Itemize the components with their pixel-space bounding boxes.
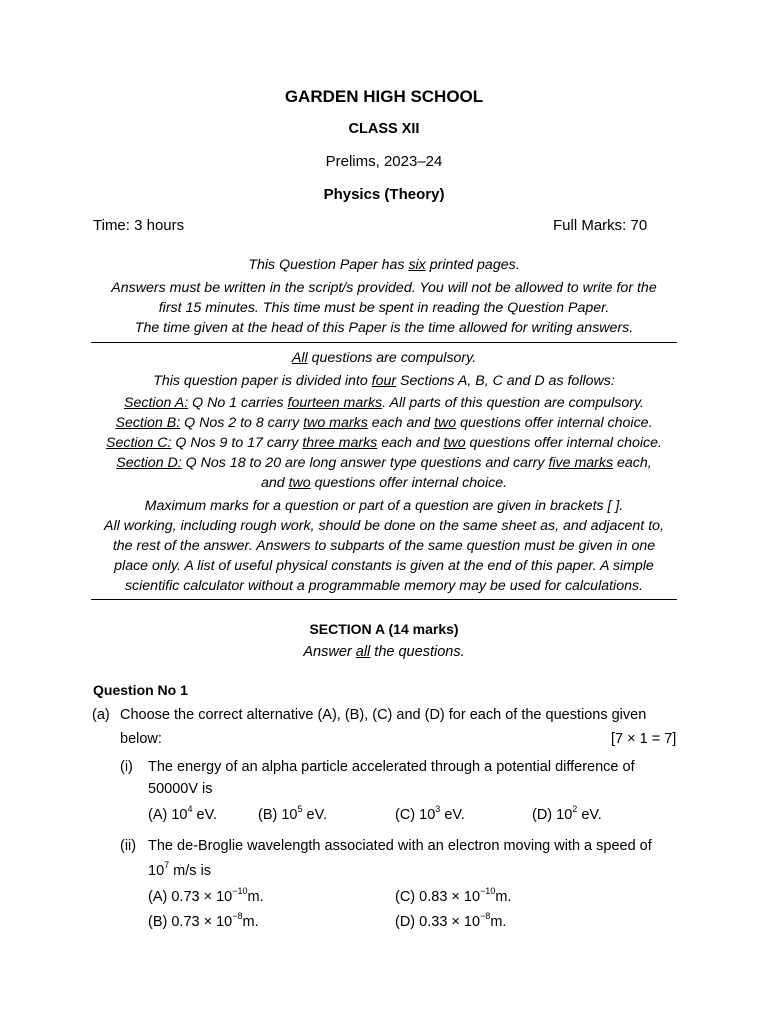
compulsory-note: All questions are compulsory. [291, 350, 477, 366]
class-label: CLASS XII [348, 121, 420, 137]
question-text: 50000V is [148, 781, 213, 797]
question-text: below: [120, 731, 162, 747]
section-d-info: Section D: Q Nos 18 to 20 are long answer type questions and carry five marks each, [116, 455, 652, 471]
question-text: The energy of an alpha particle accelerated through a potential difference of [148, 759, 635, 775]
question-text: The de-Broglie wavelength associated with an electron moving with a speed of [148, 838, 652, 854]
working-note: scientific calculator without a programmable memory may be used for calculations. [124, 578, 644, 594]
question-text: $10^7$ m/s is [148, 860, 212, 879]
marks-note: Maximum marks for a question or part of a question are given in brackets [ ]. [144, 498, 624, 514]
option-b: (B) $0.73 \times 10^{-8}m$. [148, 911, 259, 930]
working-note: All working, including rough work, should be done on the same sheet as, and adjacent to, [104, 518, 664, 534]
option-c: (C) $0.83 \times 10^{-10}m$. [395, 886, 512, 905]
time-label: Time: 3 hours [93, 217, 185, 234]
option-d: (D) $10^2$ eV. [532, 804, 602, 823]
subpart-label: (ii) [120, 838, 137, 854]
instruction-line: Answers must be written in the script/s provided. You will not be allowed to write for the [111, 280, 657, 296]
instruction-pages: This Question Paper has six printed pages. [248, 257, 520, 273]
option-a: (A) $10^4$ eV. [148, 804, 217, 823]
section-b-info: Section B: Q Nos 2 to 8 carry two marks each and two questions offer internal choice. [115, 415, 653, 431]
divider [91, 342, 677, 343]
option-b: (B) $10^5$ eV. [258, 804, 327, 823]
section-a-info: Section A: Q No 1 carries fourteen marks. All parts of this question are compulsory. [124, 395, 644, 411]
full-marks-label: Full Marks: 70 [553, 217, 648, 234]
section-a-title: SECTION A (14 marks) [309, 621, 459, 637]
working-note: the rest of the answer. Answers to subparts of the same question must be given in one [112, 538, 656, 554]
exam-label: Prelims, 2023–24 [325, 153, 443, 170]
working-note: place only. A list of useful physical constants is given at the end of this paper. A simple [114, 558, 654, 574]
sections-overview: This question paper is divided into four Sections A, B, C and D as follows: [153, 373, 615, 389]
option-a: (A) $0.73 \times 10^{-10}m$. [148, 886, 264, 905]
school-name: GARDEN HIGH SCHOOL [284, 87, 484, 106]
subpart-label: (i) [120, 759, 133, 775]
subject-label: Physics (Theory) [323, 186, 445, 203]
marks-allocation: [7 × 1 = 7] [611, 731, 677, 747]
divider [91, 599, 677, 600]
section-a-subtitle: Answer all the questions. [303, 644, 465, 660]
option-d: (D) $0.33 \times 10^{-8}m$. [395, 911, 507, 930]
part-label: (a) [92, 707, 110, 723]
section-d-info-cont: and two questions offer internal choice. [260, 475, 508, 491]
option-c: (C) $10^3$ eV. [395, 804, 465, 823]
instruction-line: first 15 minutes. This time must be spent in reading the Question Paper. [158, 300, 610, 316]
question-text: Choose the correct alternative (A), (B), (C) and (D) for each of the questions given [120, 707, 647, 723]
instruction-line: The time given at the head of this Paper is the time allowed for writing answers. [134, 320, 634, 336]
question-heading: Question No 1 [93, 682, 188, 698]
section-c-info: Section C: Q Nos 9 to 17 carry three marks each and two questions offer internal choice. [106, 435, 662, 451]
